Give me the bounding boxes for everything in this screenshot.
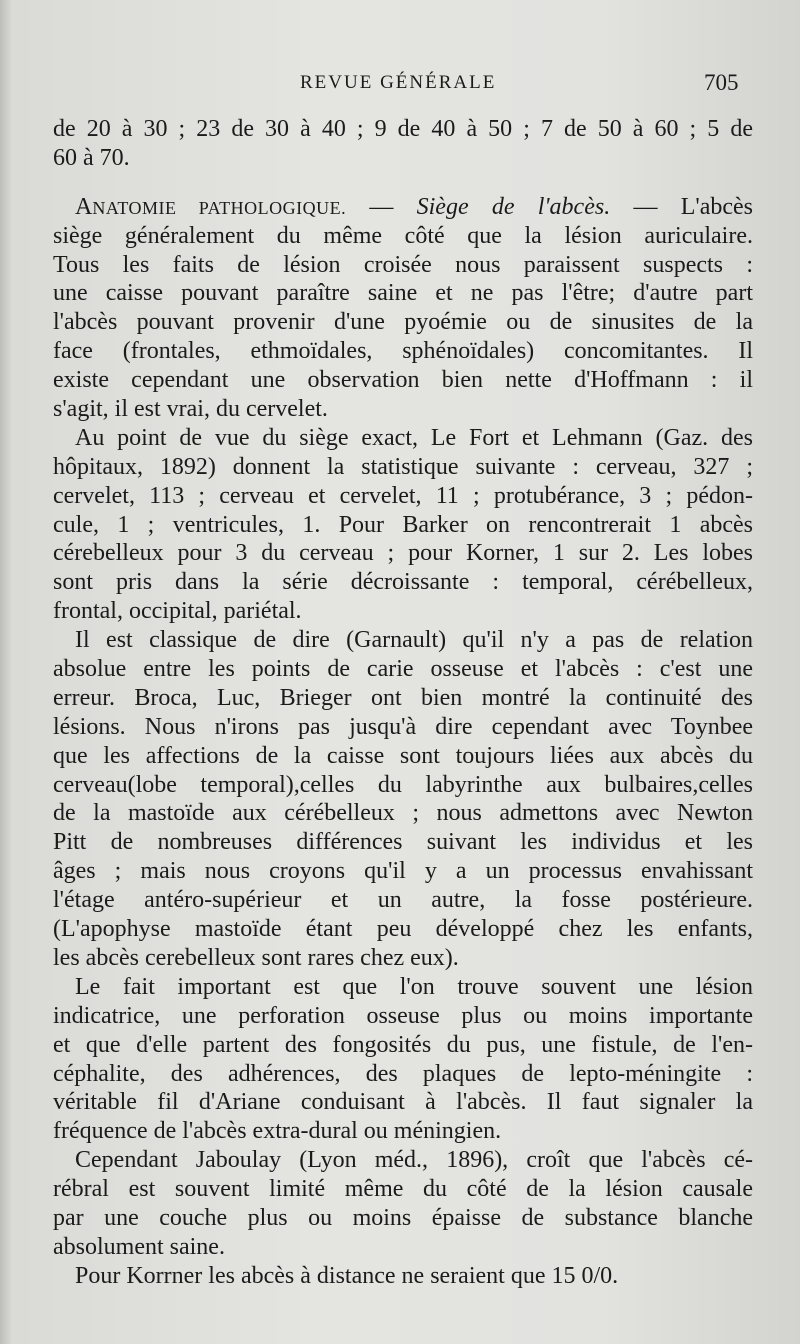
text-line: cérebelleux pour 3 du cerveau ; pour Korner, 1 sur 2. Les lobes bbox=[53, 540, 753, 567]
text-line: de 20 à 30 ; 23 de 30 à 40 ; 9 de 40 à 50 ; 7 de 50 à 60 ; 5 de bbox=[53, 116, 753, 142]
text-line: Tous les faits de lésion croisée nous paraissent suspects : bbox=[53, 251, 753, 278]
page-number: 705 bbox=[704, 70, 739, 95]
text-line: (L'apophyse mastoïde étant peu développé chez les enfants, bbox=[53, 916, 753, 943]
text-line: Pour Korrner les abcès à distance ne seraient que 15 0/0. bbox=[75, 1262, 619, 1289]
text-line: sont pris dans la série décroissante : temporal, cérébelleux, bbox=[53, 569, 753, 596]
text-line: hôpitaux, 1892) donnent la statistique suivante : cerveau, 327 ; bbox=[53, 453, 753, 480]
text-line: lésions. Nous n'irons pas jusqu'à dire cependant avec Toynbee bbox=[53, 713, 753, 740]
text-line: Au point de vue du siège exact, Le Fort et Lehmann (Gaz. des bbox=[75, 424, 753, 451]
text-line: 60 à 70. bbox=[53, 144, 130, 171]
text-line: fréquence de l'abcès extra-dural ou méningien. bbox=[53, 1118, 502, 1145]
text-line: rébral est souvent limité même du côté de la lésion causale bbox=[53, 1176, 753, 1203]
text-line: absolue entre les points de carie osseuse et l'abcès : c'est une bbox=[53, 656, 753, 683]
running-header bbox=[0, 70, 800, 102]
section-heading-line: ANATOMIE PATHOLOGIQUE. — Siège de l'abcès. — L'abcès bbox=[75, 193, 754, 220]
text-line: cervelet, 113 ; cerveau et cervelet, 11 ; protubérance, 3 ; pédon- bbox=[53, 482, 753, 509]
text-line: l'étage antéro-supérieur et un autre, la fosse postérieure. bbox=[53, 887, 753, 914]
text-line: siège généralement du même côté que la lésion auriculaire. bbox=[53, 222, 753, 249]
text-line: Pitt de nombreuses différences suivant les individus et les bbox=[53, 829, 753, 856]
text-body bbox=[53, 115, 753, 1291]
text-line: cerveau(lobe temporal),celles du labyrinthe aux bulbaires,celles bbox=[53, 771, 753, 798]
text-line: Le fait important est que l'on trouve souvent une lésion bbox=[75, 973, 753, 1000]
text-line: céphalite, des adhérences, des plaques de lepto-méningite : bbox=[53, 1060, 753, 1087]
text-line: de la mastoïde aux cérébelleux ; nous admettons avec Newton bbox=[53, 800, 753, 827]
text-line: une caisse pouvant paraître saine et ne pas l'être; d'autre part bbox=[53, 280, 753, 307]
text-line: s'agit, il est vrai, du cervelet. bbox=[53, 396, 328, 423]
text-line: indicatrice, une perforation osseuse plus ou moins importante bbox=[53, 1002, 753, 1029]
text-line: Cependant Jaboulay (Lyon méd., 1896), croît que l'abcès cé- bbox=[75, 1147, 753, 1174]
text-line: cule, 1 ; ventricules, 1. Pour Barker on rencontrerait 1 abcès bbox=[53, 511, 753, 538]
text-line: erreur. Broca, Luc, Brieger ont bien montré la continuité des bbox=[53, 684, 753, 711]
heading-initial: A bbox=[75, 193, 93, 220]
text-line: Il est classique de dire (Garnault) qu'il n'y a pas de relation bbox=[75, 627, 753, 654]
text-line: l'abcès pouvant provenir d'une pyoémie ou de sinusites de la bbox=[53, 309, 753, 336]
section-heading: NATOMIE PATHOLOGIQUE. bbox=[92, 197, 347, 218]
text-line: frontal, occipital, pariétal. bbox=[53, 598, 302, 625]
text-line: âges ; mais nous croyons qu'il y a un processus envahissant bbox=[53, 858, 753, 885]
text-line: absolument saine. bbox=[53, 1233, 225, 1260]
text-line: existe cependant une observation bien nette d'Hoffmann : il bbox=[53, 367, 753, 394]
text-line: véritable fil d'Ariane conduisant à l'abcès. Il faut signaler la bbox=[53, 1089, 753, 1116]
text-line: par une couche plus ou moins épaisse de substance blanche bbox=[53, 1204, 753, 1231]
text-line: que les affections de la caisse sont toujours liées aux abcès du bbox=[53, 742, 753, 769]
text-line: les abcès cerebelleux sont rares chez eux). bbox=[53, 944, 459, 971]
text-line: face (frontales, ethmoïdales, sphénoïdales) concomitantes. Il bbox=[53, 338, 753, 365]
section-subheading: Siège de l'abcès. bbox=[416, 193, 611, 220]
text-line: et que d'elle partent des fongosités du pus, une fistule, de l'en- bbox=[53, 1031, 753, 1058]
journal-title: REVUE GÉNÉRALE bbox=[300, 72, 497, 93]
